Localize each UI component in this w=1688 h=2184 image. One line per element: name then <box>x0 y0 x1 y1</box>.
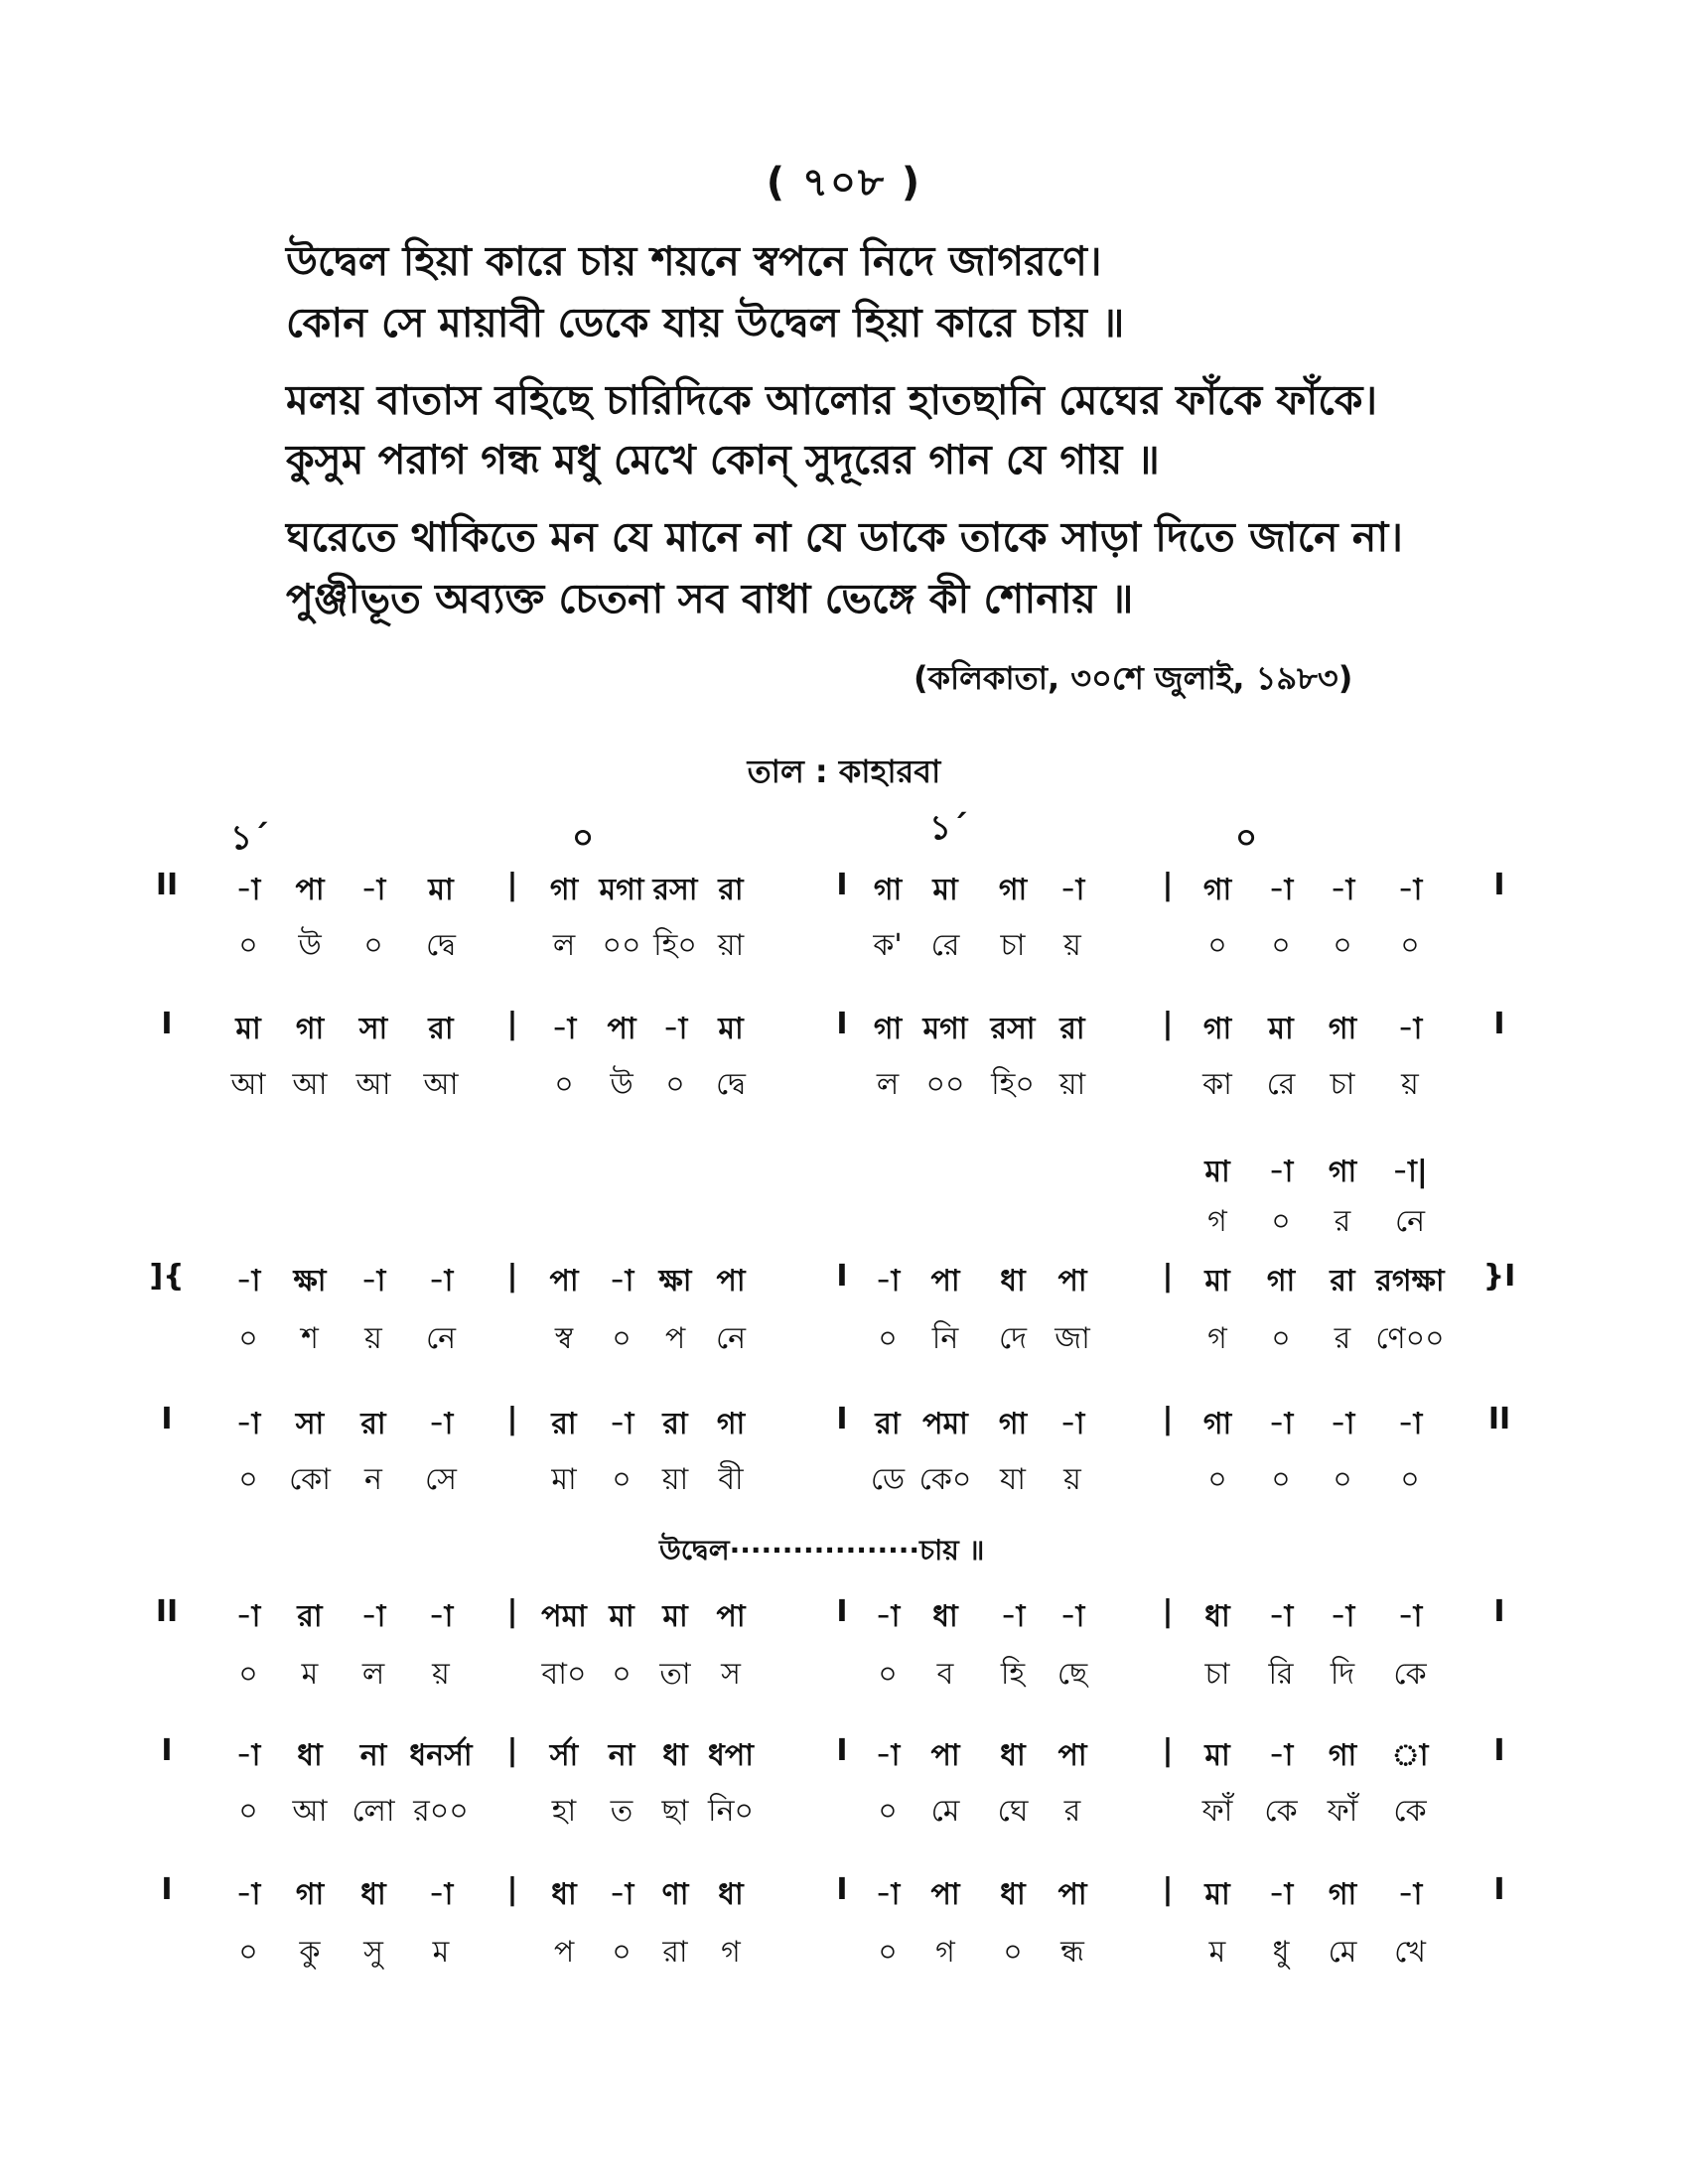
syllable-cell: রি <box>1268 1657 1294 1692</box>
note-cell: সা <box>295 1407 325 1441</box>
syllable-cell: দে <box>999 1321 1027 1356</box>
syllable-cell: রে <box>930 928 960 963</box>
note-cell: -া <box>1397 1012 1423 1046</box>
note-cell: মা <box>932 873 958 907</box>
syllable-cell: ০ <box>612 1657 632 1692</box>
syllable-cell: র <box>1334 1321 1351 1356</box>
syllable-cell: দ্বে <box>715 1067 747 1102</box>
syllable-cell: ক' <box>873 928 903 963</box>
row-end-bar: I <box>1493 1733 1505 1768</box>
syllable-cell: গ <box>1207 1321 1227 1356</box>
note-cell: পা <box>930 1264 960 1298</box>
beat-mark-3: ১´ <box>929 808 969 848</box>
syllable-cell: ০ <box>612 1462 632 1497</box>
syllable-cell: হি০ <box>991 1067 1035 1102</box>
syllable-cell: ০ <box>1333 1462 1352 1497</box>
syllable-cell: কে <box>1393 1794 1427 1829</box>
note-cell: মগা <box>922 1012 968 1046</box>
syllable-cell: কে০ <box>918 1462 972 1497</box>
note-cell: -া <box>235 873 261 907</box>
note-cell: মা <box>1204 1155 1230 1189</box>
syllable-cell: ০ <box>554 1067 574 1102</box>
syllable-cell: বী <box>718 1462 744 1497</box>
syllable-cell: য় <box>432 1657 450 1692</box>
syllable-cell: কা <box>1202 1067 1232 1102</box>
note-cell: -া <box>428 1599 454 1634</box>
syllable-cell: ন <box>364 1462 382 1497</box>
syllable-cell: ধু <box>1272 1935 1290 1970</box>
syllable-cell: হা <box>551 1794 577 1829</box>
syllable-cell: ডে <box>870 1462 906 1497</box>
syllable-cell: ০ <box>878 1935 898 1970</box>
syllable-cell: ০ <box>878 1321 898 1356</box>
note-cell: মা <box>1204 1877 1230 1912</box>
note-cell: -া <box>1268 1738 1294 1773</box>
note-cell: -া <box>875 1599 901 1634</box>
row-start-bar: II <box>155 1594 179 1629</box>
syllable-cell: আ <box>423 1067 459 1102</box>
syllable-cell: চা <box>1330 1067 1355 1102</box>
note-cell: পা <box>1057 1264 1087 1298</box>
syllable-cell: য় <box>1063 928 1081 963</box>
note-cell: -া <box>662 1012 688 1046</box>
syllable-cell: ০ <box>238 1657 258 1692</box>
beat-divider: | <box>506 1007 518 1041</box>
note-cell: -া <box>428 1264 454 1298</box>
syllable-cell: মে <box>930 1794 960 1829</box>
note-cell: র্সা <box>549 1738 579 1773</box>
note-cell: পা <box>930 1877 960 1912</box>
note-cell: গা <box>295 1012 325 1046</box>
beat-divider: | <box>1162 1872 1174 1907</box>
syllable-cell: কে <box>1393 1657 1427 1692</box>
note-cell: ধা <box>551 1877 577 1912</box>
syllable-cell: স <box>721 1657 741 1692</box>
beat-mark-4: ০ <box>1235 818 1258 858</box>
note-cell: পা <box>716 1264 746 1298</box>
note-cell: রা <box>360 1407 386 1441</box>
tala-title: তাল : কাহারবা <box>747 752 941 790</box>
syllable-cell: আ <box>230 1067 266 1102</box>
syllable-cell: ০ <box>238 1794 258 1829</box>
lyric-line-4: কুসুম পরাগ গন্ধ মধু মেখে কোন্ সুদূরের গান যে গায় ॥ <box>286 436 1160 483</box>
note-cell: -া <box>1268 1155 1294 1189</box>
syllable-cell: য়া <box>661 1462 689 1497</box>
syllable-cell: য় <box>1401 1067 1419 1102</box>
note-cell: -া <box>1059 1599 1085 1634</box>
beat-divider: | <box>506 1402 518 1436</box>
notation-row-3 <box>0 1148 1688 1191</box>
beat-divider: I <box>836 1733 848 1768</box>
note-cell: -া <box>1268 1877 1294 1912</box>
note-cell: -া <box>1268 1599 1294 1634</box>
note-cell: ধা <box>1204 1599 1230 1634</box>
note-cell: -া <box>609 1877 634 1912</box>
note-cell: ধনর্সা <box>409 1738 473 1773</box>
syllable-cell: আ <box>292 1067 328 1102</box>
note-cell: -া <box>235 1264 261 1298</box>
syllable-cell: নে <box>715 1321 747 1356</box>
lyric-line-2: কোন সে মায়াবী ডেকে যায় উদ্বেল হিয়া কারে চায় ॥ <box>286 299 1125 346</box>
note-cell: গা <box>1328 1155 1357 1189</box>
note-cell: া <box>1391 1738 1429 1773</box>
note-cell: রগক্ষা <box>1375 1264 1445 1298</box>
syllable-cell: ০০ <box>925 1067 965 1102</box>
note-cell: পা <box>607 1012 636 1046</box>
note-cell: -া <box>1059 1407 1085 1441</box>
note-cell: পমা <box>922 1407 968 1441</box>
notation-row-6 <box>0 1592 1688 1636</box>
lyric-syllable-row-6 <box>0 1650 1688 1694</box>
note-cell: -া <box>235 1738 261 1773</box>
beat-mark-1: ১´ <box>230 818 270 858</box>
beat-divider: | <box>1162 1259 1174 1294</box>
row-start-bar: I <box>161 1733 173 1768</box>
syllable-cell: ০ <box>238 1935 258 1970</box>
syllable-cell: ০ <box>1271 1321 1291 1356</box>
syllable-cell: ০ <box>238 1462 258 1497</box>
note-cell: মা <box>609 1599 634 1634</box>
note-cell: পা <box>930 1738 960 1773</box>
syllable-cell: ০ <box>1271 1204 1291 1239</box>
note-cell: -া <box>875 1264 901 1298</box>
syllable-cell: প <box>553 1935 575 1970</box>
row-end-bar: }I <box>1482 1259 1516 1294</box>
note-cell: ধপা <box>708 1738 754 1773</box>
page-number: ( ৭০৮ ) <box>766 160 922 205</box>
syllable-cell: খে <box>1394 1935 1426 1970</box>
beat-divider: | <box>506 868 518 902</box>
note-cell: -া <box>428 1877 454 1912</box>
syllable-cell: ০০ <box>602 928 641 963</box>
syllable-cell: মে <box>1328 1935 1357 1970</box>
note-cell: গা <box>873 1012 903 1046</box>
syllable-cell: নে <box>425 1321 457 1356</box>
syllable-cell: র <box>1063 1794 1081 1829</box>
beat-divider: I <box>836 1872 848 1907</box>
beat-divider: I <box>836 1594 848 1629</box>
syllable-cell: ০ <box>238 928 258 963</box>
note-cell: পা <box>549 1264 579 1298</box>
notation-row-1 <box>0 866 1688 909</box>
note-cell: গা <box>1202 1012 1232 1046</box>
syllable-cell: তা <box>659 1657 691 1692</box>
syllable-cell: ব <box>936 1657 954 1692</box>
beat-divider: I <box>836 1007 848 1041</box>
row-start-bar: I <box>161 1007 173 1041</box>
syllable-cell: মা <box>551 1462 577 1497</box>
note-cell: রা <box>428 1012 454 1046</box>
note-cell: মা <box>1204 1264 1230 1298</box>
note-cell: ধা <box>718 1877 744 1912</box>
note-cell: মা <box>1268 1012 1294 1046</box>
syllable-cell: যা <box>1000 1462 1026 1497</box>
syllable-cell: ০ <box>238 1321 258 1356</box>
note-cell: -া <box>235 1599 261 1634</box>
note-cell: -া <box>1330 873 1355 907</box>
note-cell: -া <box>1397 1877 1423 1912</box>
syllable-cell: ছা <box>661 1794 689 1829</box>
note-cell: গা <box>295 1877 325 1912</box>
syllable-cell: ০ <box>878 1794 898 1829</box>
row-start-bar: I <box>161 1402 173 1436</box>
syllable-cell: য় <box>1063 1462 1081 1497</box>
syllable-cell: ০ <box>1400 1462 1420 1497</box>
note-cell: গা <box>549 873 579 907</box>
notation-row-4 <box>0 1257 1688 1300</box>
note-cell: পা <box>1057 1877 1087 1912</box>
note-cell: রা <box>551 1407 577 1441</box>
note-cell: -া <box>235 1407 261 1441</box>
note-cell: -া <box>360 1599 386 1634</box>
beat-divider: I <box>836 1259 848 1294</box>
syllable-cell: ম <box>1208 1935 1226 1970</box>
note-cell: -া <box>609 1264 634 1298</box>
note-cell: রসা <box>652 873 698 907</box>
syllable-cell: স্ব <box>554 1321 574 1356</box>
note-cell: ণা <box>661 1877 689 1912</box>
syllable-cell: উ <box>610 1067 633 1102</box>
note-cell: ধা <box>1000 1738 1026 1773</box>
syllable-cell: ঘে <box>997 1794 1029 1829</box>
syllable-cell: চা <box>1000 928 1026 963</box>
note-cell: সা <box>358 1012 388 1046</box>
beat-mark-2: ০ <box>572 818 595 858</box>
note-cell: মা <box>1204 1738 1230 1773</box>
syllable-cell: য় <box>364 1321 382 1356</box>
note-cell: -া <box>1059 873 1085 907</box>
beat-divider: | <box>506 1872 518 1907</box>
syllable-cell: ০ <box>878 1657 898 1692</box>
note-cell: গা <box>1202 1407 1232 1441</box>
syllable-cell: য়া <box>1058 1067 1086 1102</box>
row-start-bar: ]{ <box>149 1259 185 1294</box>
beat-divider: | <box>506 1594 518 1629</box>
syllable-cell: দি <box>1330 1657 1355 1692</box>
note-cell: -া <box>1397 873 1423 907</box>
lyric-line-3: মলয় বাতাস বহিছে চারিদিকে আলোর হাতছানি মেঘের ফাঁকে ফাঁকে। <box>286 376 1378 424</box>
syllable-cell: ন্ধ <box>1060 1935 1084 1970</box>
note-cell: ক্ষা <box>293 1264 327 1298</box>
syllable-cell: শ <box>301 1321 319 1356</box>
note-cell: রা <box>662 1407 688 1441</box>
syllable-cell: কু <box>299 1935 321 1970</box>
beat-divider: | <box>1162 868 1174 902</box>
note-cell: -া <box>235 1877 261 1912</box>
syllable-cell: ণে০০ <box>1375 1321 1445 1356</box>
note-cell: মা <box>662 1599 688 1634</box>
note-cell: -া| <box>1392 1155 1428 1189</box>
note-cell: রা <box>718 873 744 907</box>
syllable-cell: ০ <box>1207 928 1227 963</box>
syllable-cell: ম <box>432 1935 450 1970</box>
note-cell: ধা <box>932 1599 958 1634</box>
note-cell: গা <box>998 873 1028 907</box>
syllable-cell: ০ <box>1271 928 1291 963</box>
syllable-cell: কে <box>1264 1794 1298 1829</box>
syllable-cell: বা০ <box>541 1657 587 1692</box>
lyric-syllable-row-2 <box>0 1060 1688 1104</box>
note-cell: রা <box>297 1599 323 1634</box>
syllable-cell: গ <box>721 1935 741 1970</box>
syllable-cell: ০ <box>1333 928 1352 963</box>
syllable-cell: ০ <box>1400 928 1420 963</box>
note-cell: -া <box>875 1877 901 1912</box>
syllable-cell: হি০ <box>653 928 697 963</box>
syllable-cell: উ <box>298 928 322 963</box>
syllable-cell: রে <box>1266 1067 1296 1102</box>
note-cell: ধা <box>662 1738 688 1773</box>
note-cell: ধা <box>1000 1877 1026 1912</box>
notation-row-2 <box>0 1005 1688 1048</box>
syllable-cell: জা <box>1055 1321 1090 1356</box>
syllable-cell: ত <box>610 1794 633 1829</box>
note-cell: -া <box>1268 873 1294 907</box>
note-cell: মা <box>718 1012 744 1046</box>
beat-divider: | <box>1162 1733 1174 1768</box>
note-cell: গা <box>1328 1877 1357 1912</box>
syllable-cell: চা <box>1204 1657 1230 1692</box>
note-cell: -া <box>428 1407 454 1441</box>
beat-divider: I <box>836 1402 848 1436</box>
note-cell: না <box>359 1738 387 1773</box>
lyric-syllable-row-5 <box>0 1455 1688 1499</box>
note-cell: ধা <box>360 1877 386 1912</box>
row-end-bar: I <box>1493 1872 1505 1907</box>
syllable-cell: র০০ <box>413 1794 469 1829</box>
syllable-cell: গ <box>1207 1204 1227 1239</box>
note-cell: গা <box>716 1407 746 1441</box>
lyric-syllable-row-7 <box>0 1787 1688 1831</box>
syllable-cell: নি <box>931 1321 959 1356</box>
note-cell: -া <box>360 873 386 907</box>
note-cell: না <box>608 1738 635 1773</box>
syllable-cell: ল <box>361 1657 385 1692</box>
note-cell: রা <box>875 1407 901 1441</box>
syllable-cell: ফাঁ <box>1201 1794 1233 1829</box>
lyric-line-5: ঘরেতে থাকিতে মন যে মানে না যে ডাকে তাকে সাড়া দিতে জানে না। <box>286 513 1403 561</box>
beat-divider: I <box>836 868 848 902</box>
note-cell: পমা <box>541 1599 587 1634</box>
syllable-cell: আ <box>355 1067 391 1102</box>
note-cell: -া <box>875 1738 901 1773</box>
note-cell: গা <box>1202 873 1232 907</box>
beat-divider: | <box>1162 1402 1174 1436</box>
syllable-cell: কো <box>289 1462 331 1497</box>
syllable-cell: সু <box>363 1935 383 1970</box>
note-cell: -া <box>360 1264 386 1298</box>
syllable-cell: রা <box>662 1935 688 1970</box>
note-cell: গা <box>1266 1264 1296 1298</box>
note-cell: -া <box>1330 1407 1355 1441</box>
note-cell: রা <box>1059 1012 1085 1046</box>
note-cell: -া <box>1330 1599 1355 1634</box>
row-end-bar: I <box>1493 1594 1505 1629</box>
row-end-bar: II <box>1487 1402 1511 1436</box>
syllable-cell: ০ <box>363 928 383 963</box>
note-cell: গা <box>873 873 903 907</box>
note-cell: পা <box>1057 1738 1087 1773</box>
note-cell: -া <box>609 1407 634 1441</box>
beat-divider: | <box>1162 1007 1174 1041</box>
lyric-syllable-row-1 <box>0 921 1688 965</box>
syllable-cell: আ <box>292 1794 328 1829</box>
syllable-cell: দ্বে <box>425 928 457 963</box>
note-cell: রা <box>1330 1264 1355 1298</box>
lyric-syllable-row-3 <box>0 1197 1688 1241</box>
refrain-note: উদ্বেল··················চায় ॥ <box>659 1534 985 1567</box>
syllable-cell: সে <box>425 1462 457 1497</box>
note-cell: -া <box>551 1012 577 1046</box>
lyric-line-1: উদ্বেল হিয়া কারে চায় শয়নে স্বপনে নিদে জাগরণে। <box>286 237 1102 285</box>
note-cell: গা <box>998 1407 1028 1441</box>
syllable-cell: হি <box>1000 1657 1026 1692</box>
syllable-cell: ছে <box>1056 1657 1088 1692</box>
syllable-cell: নি০ <box>708 1794 754 1829</box>
note-cell: মগা <box>599 873 644 907</box>
syllable-cell: ০ <box>1207 1462 1227 1497</box>
row-start-bar: I <box>161 1872 173 1907</box>
syllable-cell: য়া <box>717 928 745 963</box>
note-cell: ধা <box>297 1738 323 1773</box>
notation-row-5 <box>0 1400 1688 1443</box>
note-cell: পা <box>716 1599 746 1634</box>
note-cell: রসা <box>990 1012 1036 1046</box>
note-cell: মা <box>235 1012 261 1046</box>
syllable-cell: ০ <box>612 1321 632 1356</box>
syllable-cell: ০ <box>1271 1462 1291 1497</box>
note-cell: পা <box>295 873 325 907</box>
beat-divider: | <box>506 1733 518 1768</box>
row-end-bar: I <box>1493 1007 1505 1041</box>
syllable-cell: ল <box>876 1067 900 1102</box>
lyric-syllable-row-4 <box>0 1314 1688 1358</box>
syllable-cell: ল <box>552 928 576 963</box>
syllable-cell: ০ <box>665 1067 685 1102</box>
notation-row-7 <box>0 1731 1688 1775</box>
syllable-cell: গ <box>935 1935 955 1970</box>
notation-row-8 <box>0 1870 1688 1914</box>
lyric-syllable-row-8 <box>0 1928 1688 1972</box>
row-start-bar: II <box>155 868 179 902</box>
syllable-cell: প <box>664 1321 686 1356</box>
syllable-cell: নে <box>1394 1204 1426 1239</box>
note-cell: গা <box>1328 1012 1357 1046</box>
beat-divider: | <box>1162 1594 1174 1629</box>
date-signature: (কলিকাতা, ৩০শে জুলাই, ১৯৮৩) <box>914 659 1353 697</box>
note-cell: -া <box>1268 1407 1294 1441</box>
syllable-cell: ম <box>301 1657 319 1692</box>
note-cell: -া <box>1397 1599 1423 1634</box>
syllable-cell: ০ <box>612 1935 632 1970</box>
note-cell: ক্ষা <box>658 1264 692 1298</box>
note-cell: -া <box>1397 1407 1423 1441</box>
syllable-cell: ফাঁ <box>1327 1794 1358 1829</box>
lyric-line-6: পুঞ্জীভূত অব্যক্ত চেতনা সব বাধা ভেঙ্গে কী শোনায় ॥ <box>286 575 1134 622</box>
syllable-cell: লো <box>352 1794 395 1829</box>
note-cell: ধা <box>1000 1264 1026 1298</box>
syllable-cell: ০ <box>1003 1935 1023 1970</box>
note-cell: মা <box>428 873 454 907</box>
note-cell: -া <box>1000 1599 1026 1634</box>
syllable-cell: র <box>1334 1204 1351 1239</box>
row-end-bar: I <box>1493 868 1505 902</box>
note-cell: গা <box>1328 1738 1357 1773</box>
beat-divider: | <box>506 1259 518 1294</box>
